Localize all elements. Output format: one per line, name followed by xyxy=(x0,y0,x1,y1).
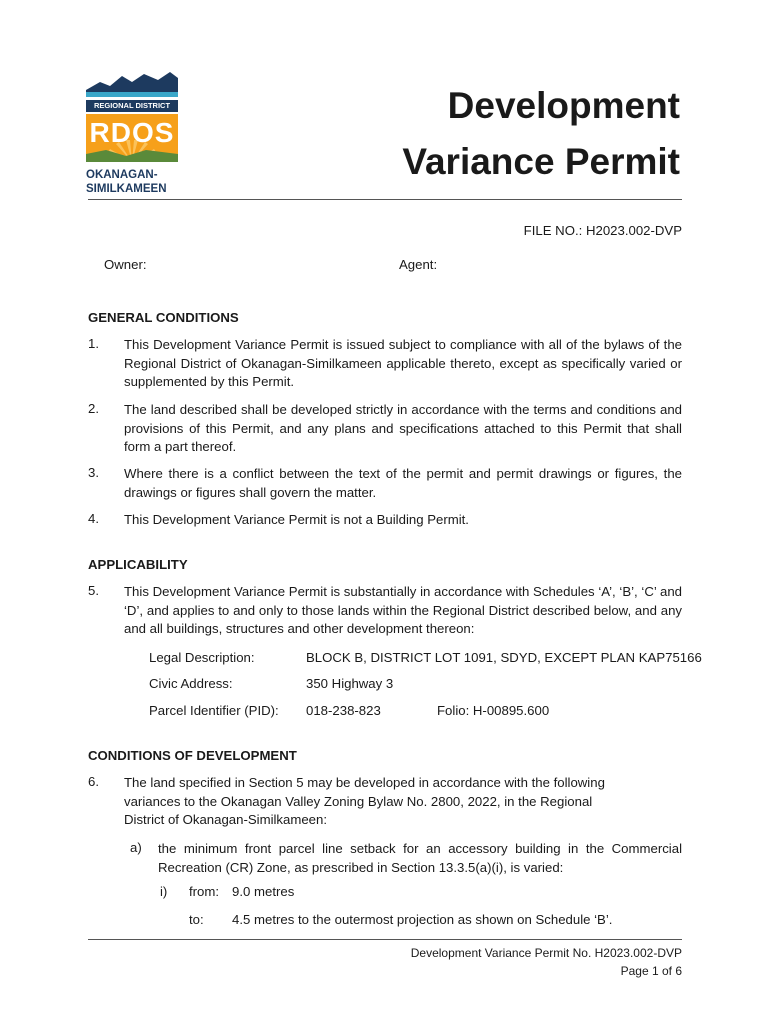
pid-value: 018-238-823 xyxy=(306,703,381,718)
civic-address-value: 350 Highway 3 xyxy=(306,676,394,691)
applicability-heading: APPLICABILITY xyxy=(88,557,188,572)
item-number: 5. xyxy=(88,583,99,598)
condition-text: The land described shall be developed strictly in accordance with the terms and conditions and provisions of this Permit, and any plans and specifications attached to this Permit that shall form a part thereof. xyxy=(124,402,682,454)
title-divider xyxy=(88,199,682,200)
footer-permit-number: Development Variance Permit No. H2023.002-DVP xyxy=(410,946,682,960)
file-number: FILE NO.: H2023.002-DVP xyxy=(523,223,682,238)
rdos-logo xyxy=(86,70,178,200)
sub-item-a-text: the minimum front parcel line setback for an accessory building in the Commercial Recreation (CR) Zone, as prescribed in Section 13.3.5(a)(i), is varied: xyxy=(158,841,682,875)
logo-acronym: RDOS xyxy=(89,117,175,148)
condition-text: Where there is a conflict between the text of the permit and permit drawings or figures, the drawings or figures shall govern the matter. xyxy=(124,466,682,500)
title-line1: Development xyxy=(447,85,680,126)
item-number: 6. xyxy=(88,774,99,789)
condition-text: This Development Variance Permit is issued subject to compliance with all of the bylaws of the Regional District of Okanagan-Similkameen applicable thereto, except as specifically varied or supplemented by this Permit. xyxy=(124,337,682,389)
title-line2: Variance Permit xyxy=(402,141,680,182)
from-value: 9.0 metres xyxy=(232,884,295,899)
sub-item-i-label: i) xyxy=(160,884,168,899)
civic-address-label: Civic Address: xyxy=(149,676,233,691)
folio-value: Folio: H-00895.600 xyxy=(437,703,550,718)
sub-item-a-label: a) xyxy=(130,840,142,855)
agent-label: Agent: xyxy=(399,257,438,272)
logo-banner-text: REGIONAL DISTRICT xyxy=(93,101,171,110)
development-text: The land specified in Section 5 may be developed in accordance with the following variances to the Okanagan Valley Zoning Bylaw No. 2800, 2022, in the Regional District of Okanagan-Similkameen: xyxy=(124,775,605,827)
item-number: 3. xyxy=(88,465,99,480)
logo-name-line2: SIMILKAMEEN xyxy=(86,183,167,195)
legal-description-label: Legal Description: xyxy=(149,650,255,665)
pid-label: Parcel Identifier (PID): xyxy=(149,703,279,718)
to-label: to: xyxy=(189,912,204,927)
item-number: 1. xyxy=(88,336,99,351)
footer-divider xyxy=(88,939,682,940)
condition-text: This Development Variance Permit is not a Building Permit. xyxy=(124,512,469,527)
to-value: 4.5 metres to the outermost projection as shown on Schedule ‘B’. xyxy=(232,912,613,927)
owner-label: Owner: xyxy=(104,257,147,272)
applicability-text: This Development Variance Permit is substantially in accordance with Schedules ‘A’, ‘B’, ‘C’ and ‘D’, and applies to and only to those lands within the Regional District described below, and any and all buildings, structures and other development thereon: xyxy=(124,584,682,636)
general-conditions-heading: GENERAL CONDITIONS xyxy=(88,310,239,325)
item-number: 2. xyxy=(88,401,99,416)
legal-description-value: BLOCK B, DISTRICT LOT 1091, SDYD, EXCEPT PLAN KAP75166 xyxy=(306,650,702,665)
footer-page-number: Page 1 of 6 xyxy=(620,964,682,978)
logo-name-line1: OKANAGAN- xyxy=(86,169,158,181)
conditions-of-development-heading: CONDITIONS OF DEVELOPMENT xyxy=(88,748,297,763)
item-number: 4. xyxy=(88,511,99,526)
from-label: from: xyxy=(189,884,220,899)
